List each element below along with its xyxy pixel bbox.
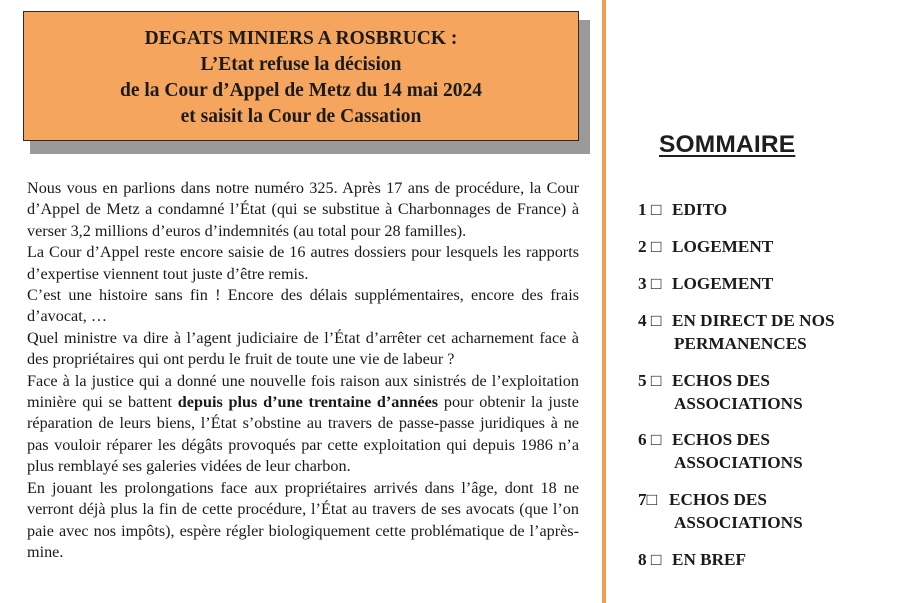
toc-item-label-line-2: ASSOCIATIONS	[674, 453, 803, 472]
toc-item-number: 3 □	[638, 274, 662, 293]
article-paragraph-1: Nous vous en parlions dans notre numéro 325. Après 17 ans de procédure, la Cour d’Appel de Metz a condamné l’État (qui se substitue à Charbonnages de France) à verser 3,2 millions d’euros d’indemnités (au total pour 28 familles).	[27, 179, 579, 240]
toc-item-label-line-2: PERMANENCES	[674, 334, 807, 353]
article-paragraph-3: C’est une histoire sans fin ! Encore des délais supplémentaires, encore des frais d’avocat, …	[27, 286, 579, 326]
sommaire-heading: SOMMAIRE	[659, 131, 796, 158]
headline-box	[23, 11, 579, 141]
toc-item-4[interactable]	[638, 309, 835, 355]
toc-item-label: ECHOS DES	[672, 430, 770, 449]
toc-item-number: 5 □	[638, 371, 662, 390]
toc-item-label: LOGEMENT	[672, 274, 774, 293]
toc-item-6[interactable]	[638, 428, 803, 474]
toc-item-number: 7□	[638, 490, 657, 509]
article-paragraph-5-start: Face à la justice qui a donné une nouvelle fois raison aux sinistrés de l’exploitation minière qui se battent	[27, 371, 579, 412]
toc-item-3[interactable]	[638, 272, 773, 295]
toc-item-7[interactable]	[638, 488, 803, 534]
article-paragraph-5	[27, 371, 579, 478]
toc-item-number: 1 □	[638, 200, 662, 219]
toc-item-2[interactable]	[638, 235, 773, 258]
column-divider	[602, 0, 606, 603]
article-paragraph-5-end: pour obtenir la juste réparation de leurs biens, l’État s’obstine au travers de passe-passe juridiques à ne pas vouloir réparer les dégâts provoqués par cette exploitation qui depuis 1986 n’a plus remblayé ses galeries vidées de leur charbon.	[27, 393, 579, 476]
toc-item-label: ECHOS DES	[672, 371, 770, 390]
article-paragraph-6: En jouant les prolongations face aux propriétaires arrivés dans l’âge, dont 18 ne verront déjà plus la fin de cette procédure, l’État au travers de ses avocats (que l’on paie avec nos impôts), espère régler biologiquement cette problématique de l’après-mine.	[27, 478, 579, 561]
toc-item-label-line-2: ASSOCIATIONS	[674, 513, 803, 532]
headline-line-3: de la Cour d’Appel de Metz du 14 mai 2024	[119, 80, 483, 101]
toc-item-label: LOGEMENT	[672, 237, 774, 256]
toc-item-1[interactable]	[638, 198, 727, 221]
toc-item-label: ECHOS DES	[669, 490, 767, 509]
toc-item-label: EDITO	[672, 200, 728, 219]
article-paragraph-4: Quel ministre va dire à l’agent judiciaire de l’État d’arrêter cet acharnement face à des propriétaires qui ont perdu le fruit de toute une vie de labeur ?	[27, 328, 579, 369]
article-emphasis: depuis plus d’une trentaine d’années	[177, 393, 439, 412]
toc-item-5[interactable]	[638, 369, 803, 415]
article-body	[27, 178, 579, 563]
toc-item-label: EN BREF	[672, 550, 747, 569]
headline-line-1: DEGATS MINIERS A ROSBRUCK :	[144, 28, 458, 49]
toc-item-number: 2 □	[638, 237, 662, 256]
toc-item-label: EN DIRECT DE NOS	[672, 311, 835, 330]
headline-line-2: L’Etat refuse la décision	[200, 54, 402, 75]
toc-item-label-line-2: ASSOCIATIONS	[674, 394, 803, 413]
toc-item-number: 4 □	[638, 311, 662, 330]
article-paragraph-2: La Cour d’Appel reste encore saisie de 16 autres dossiers pour lesquels les rapports d’expertise viennent tout juste d’être remis.	[27, 243, 579, 283]
toc-item-8[interactable]	[638, 548, 746, 571]
toc-item-number: 6 □	[638, 430, 662, 449]
toc-item-number: 8 □	[638, 550, 662, 569]
headline-line-4: et saisit la Cour de Cassation	[180, 106, 422, 127]
